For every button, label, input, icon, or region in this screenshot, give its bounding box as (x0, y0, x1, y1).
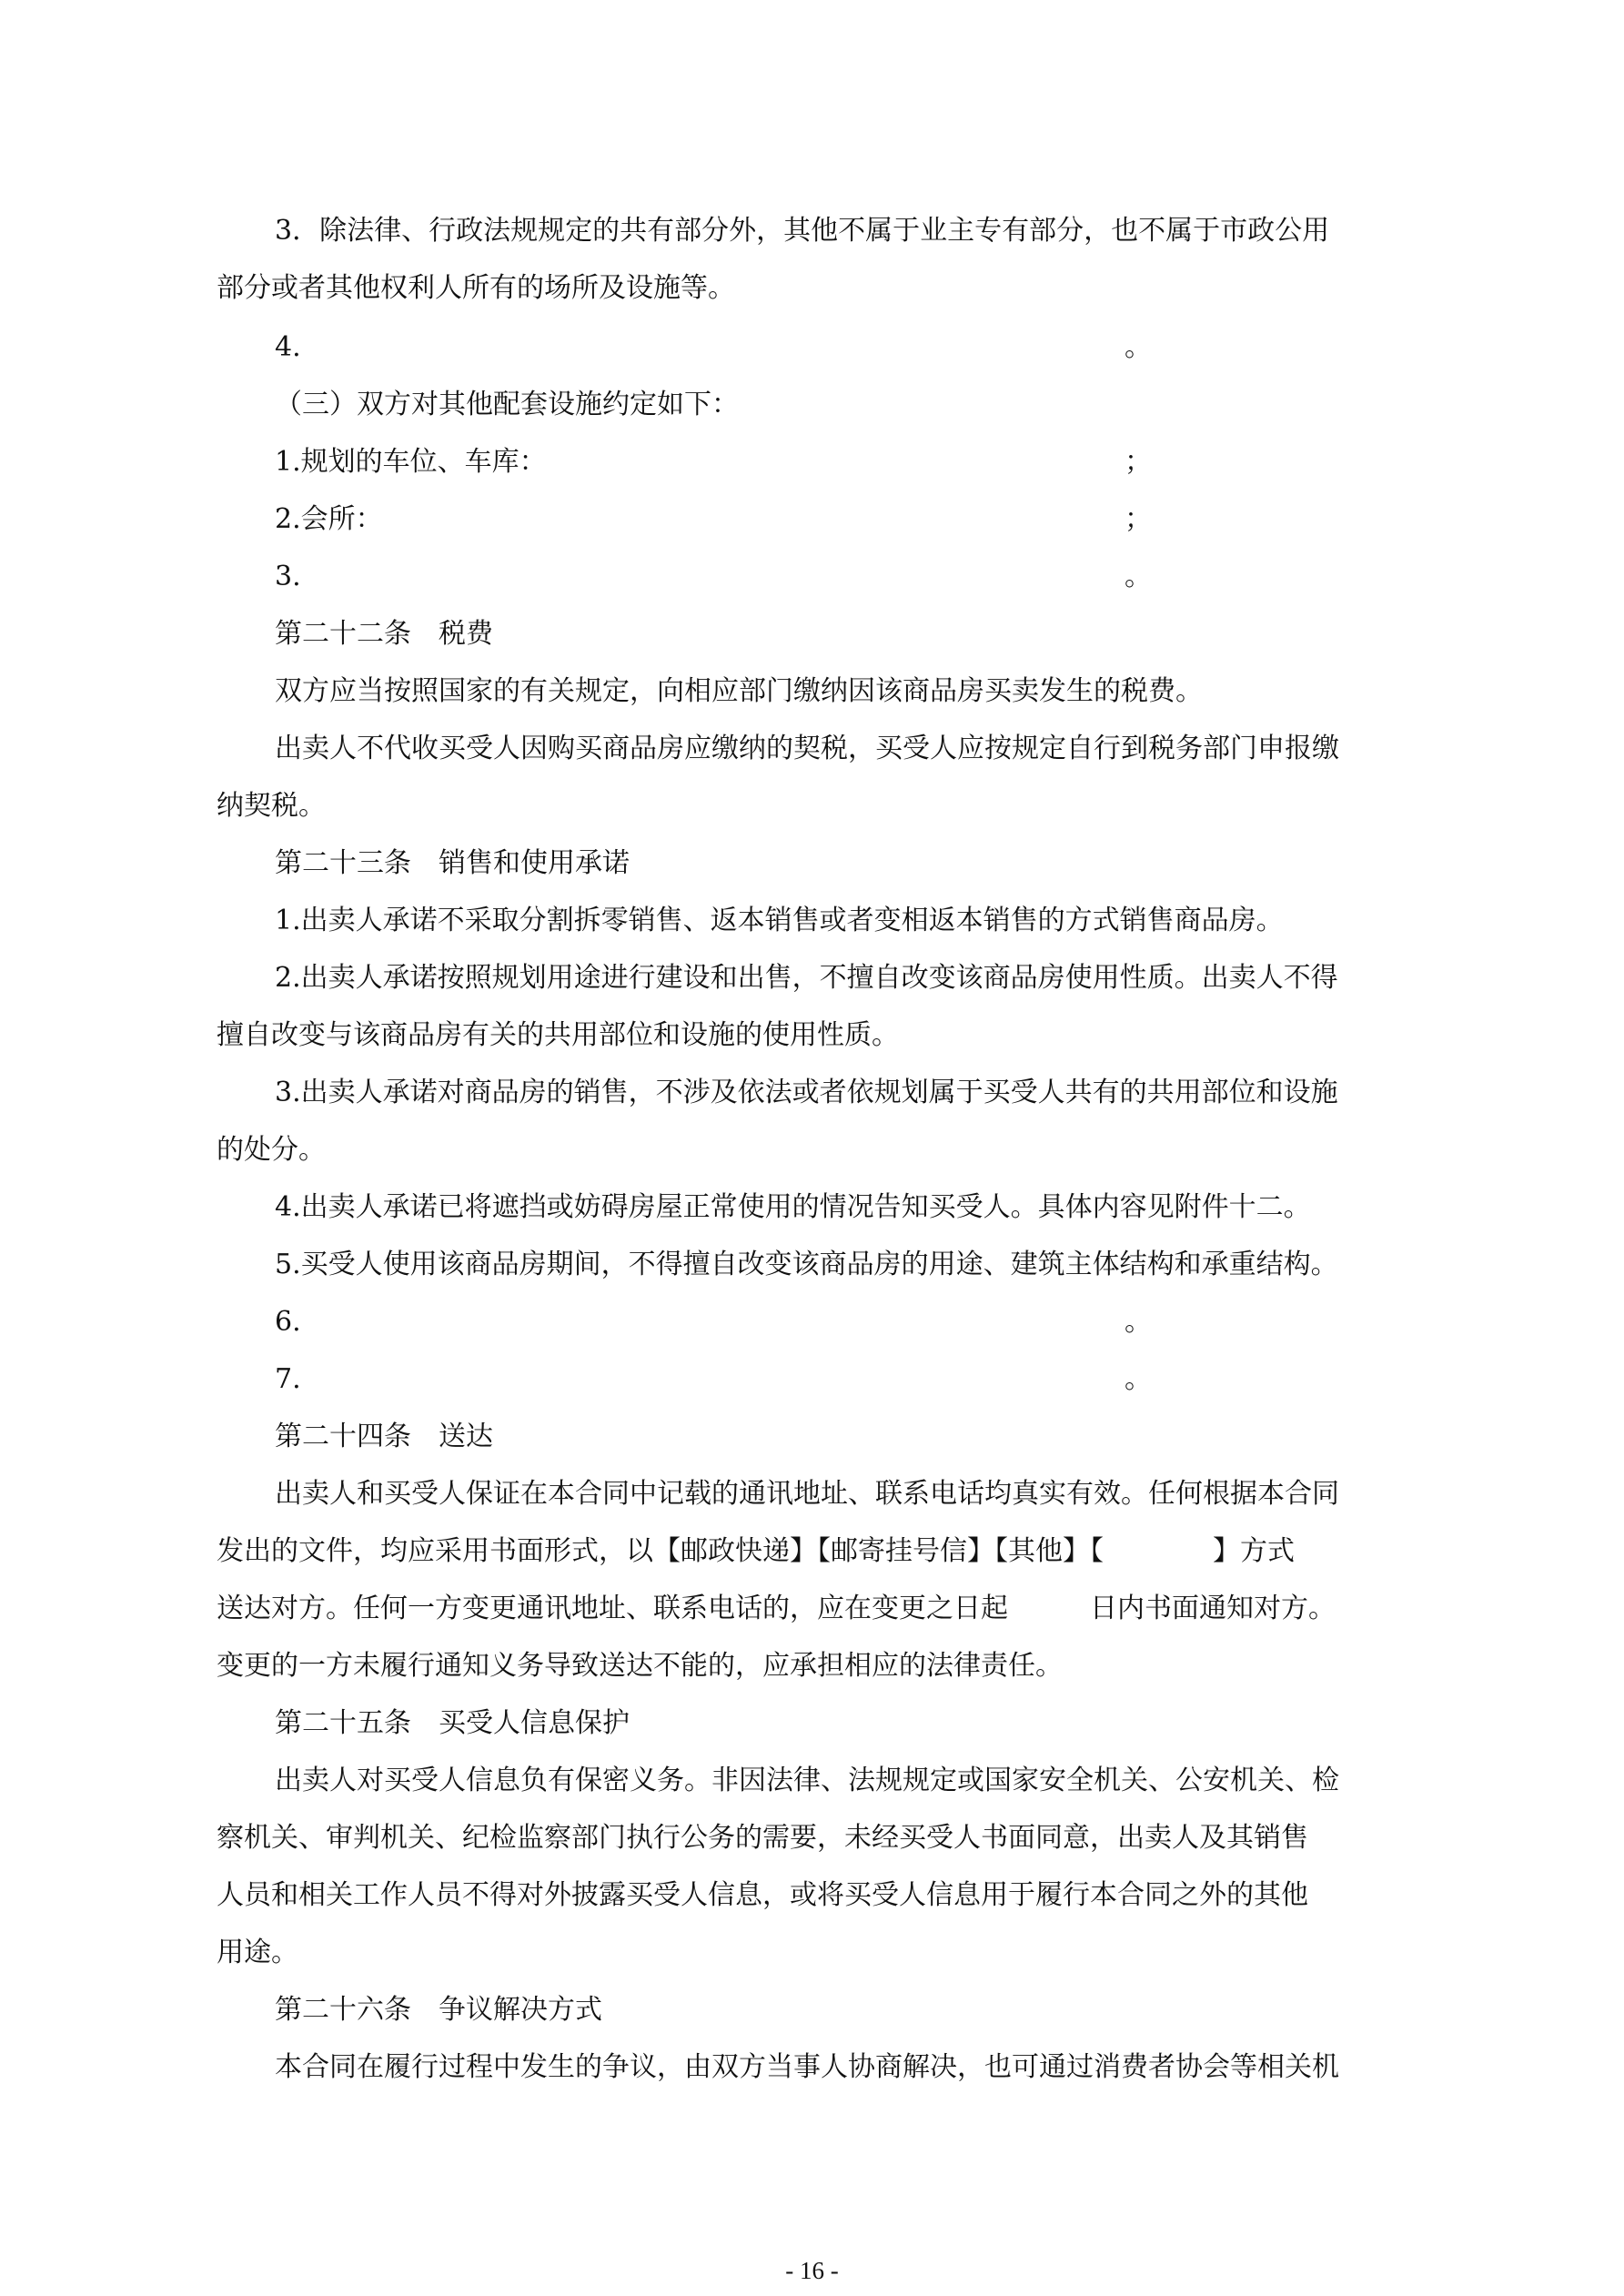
article-26-line-1: 本合同在履行过程中发生的争议，由双方当事人协商解决，也可通过消费者协会等相关机 (275, 2051, 1339, 2083)
article-23-item-3-line-2: 的处分。 (217, 1134, 326, 1166)
clause-21-item-4-end: 。 (1125, 331, 1152, 363)
article-25-line-4: 用途。 (217, 1937, 298, 1968)
article-24-title: 第二十四条 送达 (275, 1421, 493, 1452)
article-23-title: 第二十三条 销售和使用承诺 (275, 847, 630, 879)
article-23-item-6-label: 6. (275, 1306, 301, 1338)
facilities-heading: （三）双方对其他配套设施约定如下： (275, 389, 739, 420)
article-23-item-7-label: 7. (275, 1363, 301, 1395)
article-25-line-1: 出卖人对买受人信息负有保密义务。非因法律、法规规定或国家安全机关、公安机关、检 (275, 1765, 1339, 1796)
article-23-item-2-line-1: 2.出卖人承诺按照规划用途进行建设和出售，不擅自改变该商品房使用性质。出卖人不得 (275, 962, 1338, 994)
facilities-item-3-label: 3. (275, 561, 301, 592)
facilities-item-1-end: ； (1125, 446, 1152, 478)
article-23-item-1: 1.出卖人承诺不采取分割拆零销售、返本销售或者变相返本销售的方式销售商品房。 (275, 905, 1284, 936)
facilities-item-3-end: 。 (1125, 561, 1152, 592)
article-23-item-3-line-1: 3.出卖人承诺对商品房的销售，不涉及依法或者依规划属于买受人共有的共用部位和设施 (275, 1077, 1338, 1108)
article-25-line-3: 人员和相关工作人员不得对外披露买受人信息，或将买受人信息用于履行本合同之外的其他 (217, 1879, 1308, 1911)
facilities-item-1-label: 1.规划的车位、车库： (275, 446, 547, 478)
article-25-title: 第二十五条 买受人信息保护 (275, 1707, 630, 1739)
clause-21-item-3-line-2: 部分或者其他权利人所有的场所及设施等。 (217, 272, 735, 304)
article-25-line-2: 察机关、审判机关、纪检监察部门执行公务的需要，未经买受人书面同意，出卖人及其销售 (217, 1822, 1308, 1854)
article-22-title: 第二十二条 税费 (275, 618, 493, 650)
article-26-title: 第二十六条 争议解决方式 (275, 1994, 602, 2026)
article-24-line-2: 发出的文件，均应采用书面形式，以【邮政快递】【邮寄挂号信】【其他】【 】方式 (217, 1535, 1295, 1567)
page-number: - 16 - (785, 2257, 839, 2284)
clause-21-item-3-line-1: 3．除法律、行政法规规定的共有部分外，其他不属于业主专有部分，也不属于市政公用 (275, 215, 1330, 247)
article-22-paragraph-1: 双方应当按照国家的有关规定，向相应部门缴纳因该商品房买卖发生的税费。 (275, 675, 1203, 707)
article-22-paragraph-2-line-2: 纳契税。 (217, 790, 326, 822)
facilities-item-2-end: ； (1125, 503, 1152, 535)
clause-21-item-4-label: 4. (275, 331, 301, 363)
article-23-item-5: 5.买受人使用该商品房期间，不得擅自改变该商品房的用途、建筑主体结构和承重结构。 (275, 1249, 1338, 1280)
article-23-item-6-end: 。 (1125, 1306, 1152, 1338)
article-22-paragraph-2-line-1: 出卖人不代收买受人因购买商品房应缴纳的契税，买受人应按规定自行到税务部门申报缴 (275, 733, 1339, 764)
article-23-item-4: 4.出卖人承诺已将遮挡或妨碍房屋正常使用的情况告知买受人。具体内容见附件十二。 (275, 1191, 1311, 1223)
article-24-line-4: 变更的一方未履行通知义务导致送达不能的，应承担相应的法律责任。 (217, 1650, 1063, 1682)
article-23-item-2-line-2: 擅自改变与该商品房有关的共用部位和设施的使用性质。 (217, 1019, 899, 1051)
article-23-item-7-end: 。 (1125, 1363, 1152, 1395)
article-24-line-1: 出卖人和买受人保证在本合同中记载的通讯地址、联系电话均真实有效。任何根据本合同 (275, 1478, 1339, 1510)
facilities-item-2-label: 2.会所： (275, 503, 383, 535)
article-24-line-3: 送达对方。任何一方变更通讯地址、联系电话的，应在变更之日起 日内书面通知对方。 (217, 1593, 1336, 1624)
